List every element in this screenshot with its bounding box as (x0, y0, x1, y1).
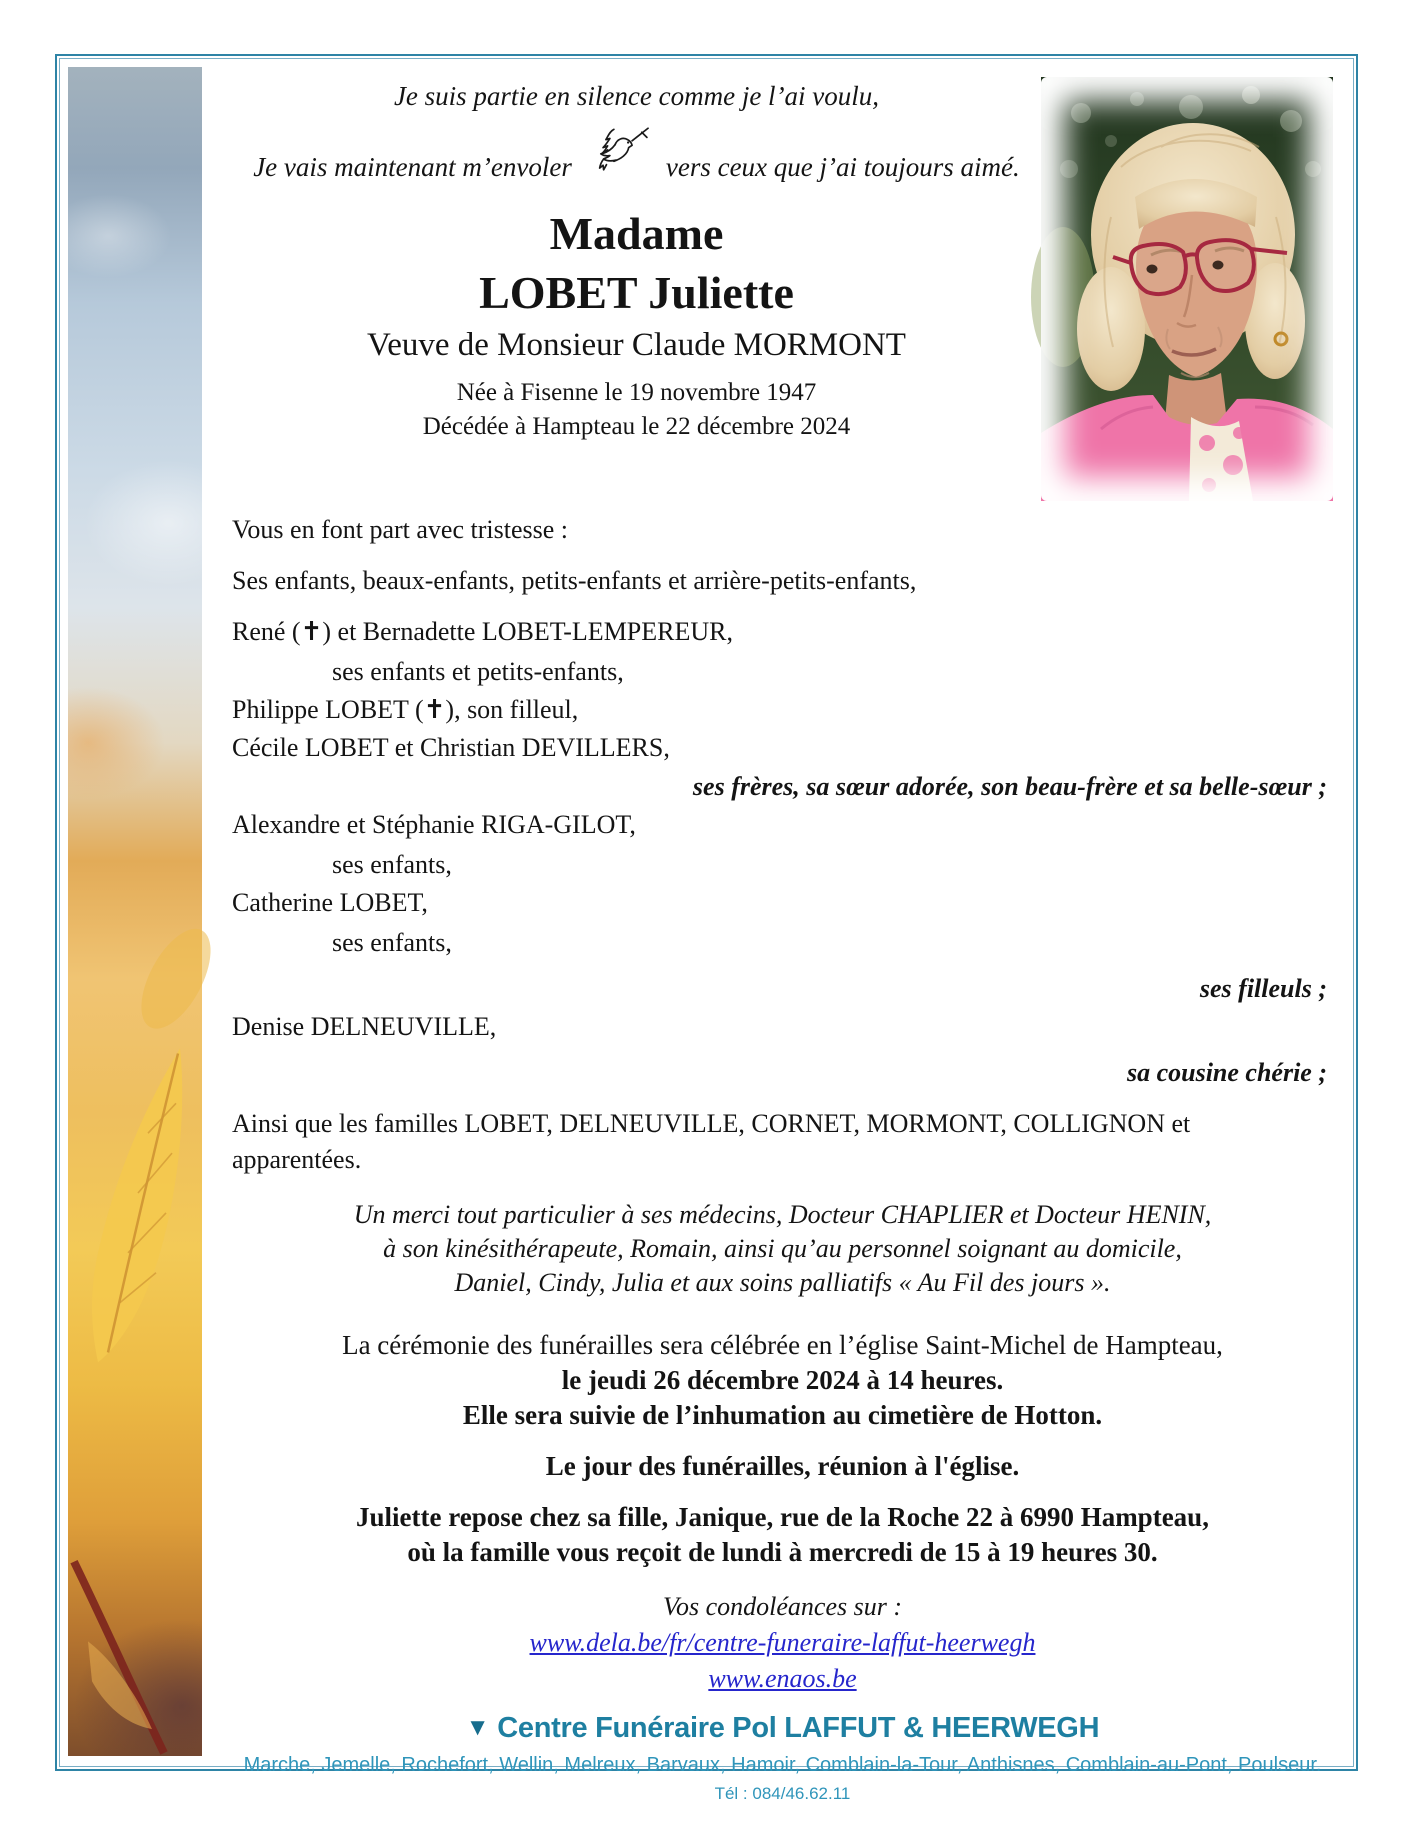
thanks-line-1: Un merci tout particulier à ses médecins, Docteur CHAPLIER et Docteur HENIN, (353, 1200, 1212, 1230)
condolences-link-enaos[interactable]: www.enaos.be (708, 1663, 857, 1693)
family-line: Denise DELNEUVILLE, (232, 1012, 497, 1042)
family-line: ses enfants, (332, 928, 452, 958)
ceremony-block (232, 1328, 1333, 1433)
header-row (232, 61, 1333, 501)
funeral-home-name: Centre Funéraire Pol LAFFUT & HEERWEGH (497, 1711, 1100, 1744)
announcement-body (232, 513, 1333, 1176)
family-line: ses filleuls ; (1199, 974, 1327, 1004)
portrait-photo (1041, 77, 1333, 501)
family-line: sa cousine chérie ; (1126, 1058, 1327, 1088)
funeral-home-towns: Marche, Jemelle, Rochefort, Wellin, Melreux, Barvaux, Hamoir, Comblain-la-Tour, Anthisnes, Comblain-au-Pont, Poulseur. (243, 1753, 1322, 1776)
death-line: Décédée à Hampteau le 22 décembre 2024 (422, 412, 851, 440)
main-column (202, 61, 1351, 1803)
condolences-label: Vos condoléances sur : (662, 1592, 902, 1622)
funeral-home-phone: Tél : 084/46.62.11 (714, 1783, 851, 1803)
family-line: ses enfants et petits-enfants, (332, 657, 624, 687)
family-line: Cécile LOBET et Christian DEVILLERS, (232, 733, 670, 763)
vital-dates (232, 376, 1041, 444)
portrait-art (1041, 77, 1333, 501)
page-content (62, 61, 1351, 1803)
epigraph-line-2-before: Je vais maintenant m’envoler (253, 152, 572, 182)
birth-line: Née à Fisenne le 19 novembre 1947 (456, 378, 817, 406)
deceased-name: LOBET Juliette (479, 266, 794, 318)
condolences-link-2-line (232, 1662, 1333, 1696)
family-line: René (✝) et Bernadette LOBET-LEMPEREUR, (232, 617, 733, 647)
family-line: apparentées. (232, 1145, 362, 1175)
condolences-link-1-line (232, 1626, 1333, 1660)
family-line: Alexandre et Stéphanie RIGA-GILOT, (232, 810, 636, 840)
header-text-block (232, 61, 1041, 443)
ceremony-burial-line: Elle sera suivie de l’inhumation au cimetière de Hotton. (462, 1399, 1103, 1430)
thanks-line-2: à son kinésithérapeute, Romain, ainsi qu’au personnel soignant au domicile, (383, 1234, 1182, 1264)
family-line: ses enfants, (332, 850, 452, 880)
thanks-line-3: Daniel, Cindy, Julia et aux soins palliatifs « Au Fil des jours ». (454, 1267, 1111, 1297)
thanks-paragraph (232, 1198, 1333, 1299)
funeral-home-footer (232, 1712, 1333, 1804)
funeral-home-brand (232, 1712, 1333, 1745)
reunion-line: Le jour des funérailles, réunion à l'église. (545, 1450, 1020, 1481)
family-line: ses frères, sa sœur adorée, son beau-frère et sa belle-sœur ; (692, 772, 1327, 802)
decorative-frame (55, 54, 1358, 1803)
announcement-intro: Vous en font part avec tristesse : (232, 515, 568, 544)
family-line: Catherine LOBET, (232, 888, 428, 918)
family-lines (232, 564, 1333, 1176)
epigraph-line-1: Je suis partie en silence comme je l’ai voulu, (393, 81, 880, 111)
family-line: Philippe LOBET (✝), son filleul, (232, 695, 579, 725)
dove-icon (582, 122, 656, 193)
autumn-leaf-art (68, 67, 202, 1756)
ceremony-line-1: La cérémonie des funérailles sera célébrée en l’église Saint-Michel de Hampteau, (342, 1329, 1223, 1360)
ceremony-date-line: le jeudi 26 décembre 2024 à 14 heures. (561, 1364, 1004, 1395)
repose-line-2: où la famille vous reçoit de lundi à mercredi de 15 à 19 heures 30. (407, 1537, 1158, 1568)
repose-block (232, 1500, 1333, 1570)
deceased-title: Madame (549, 208, 724, 259)
condolences-link-dela[interactable]: www.dela.be/fr/centre-funeraire-laffut-heerwegh (529, 1628, 1036, 1657)
epigraph-line-2-after: vers ceux que j’ai toujours aimé. (665, 152, 1020, 182)
family-line: Ainsi que les familles LOBET, DELNEUVILLE, CORNET, MORMONT, COLLIGNON et (232, 1109, 1191, 1139)
down-triangle-icon: ▼ (465, 1713, 490, 1741)
autumn-leaves-strip-image (68, 67, 202, 1756)
repose-line-1: Juliette repose chez sa fille, Janique, rue de la Roche 22 à 6990 Hampteau, (356, 1502, 1209, 1533)
widow-of-line: Veuve de Monsieur Claude MORMONT (367, 326, 906, 363)
family-line: Ses enfants, beaux-enfants, petits-enfants et arrière-petits-enfants, (232, 566, 917, 596)
epigraph-line-2 (232, 122, 1041, 193)
